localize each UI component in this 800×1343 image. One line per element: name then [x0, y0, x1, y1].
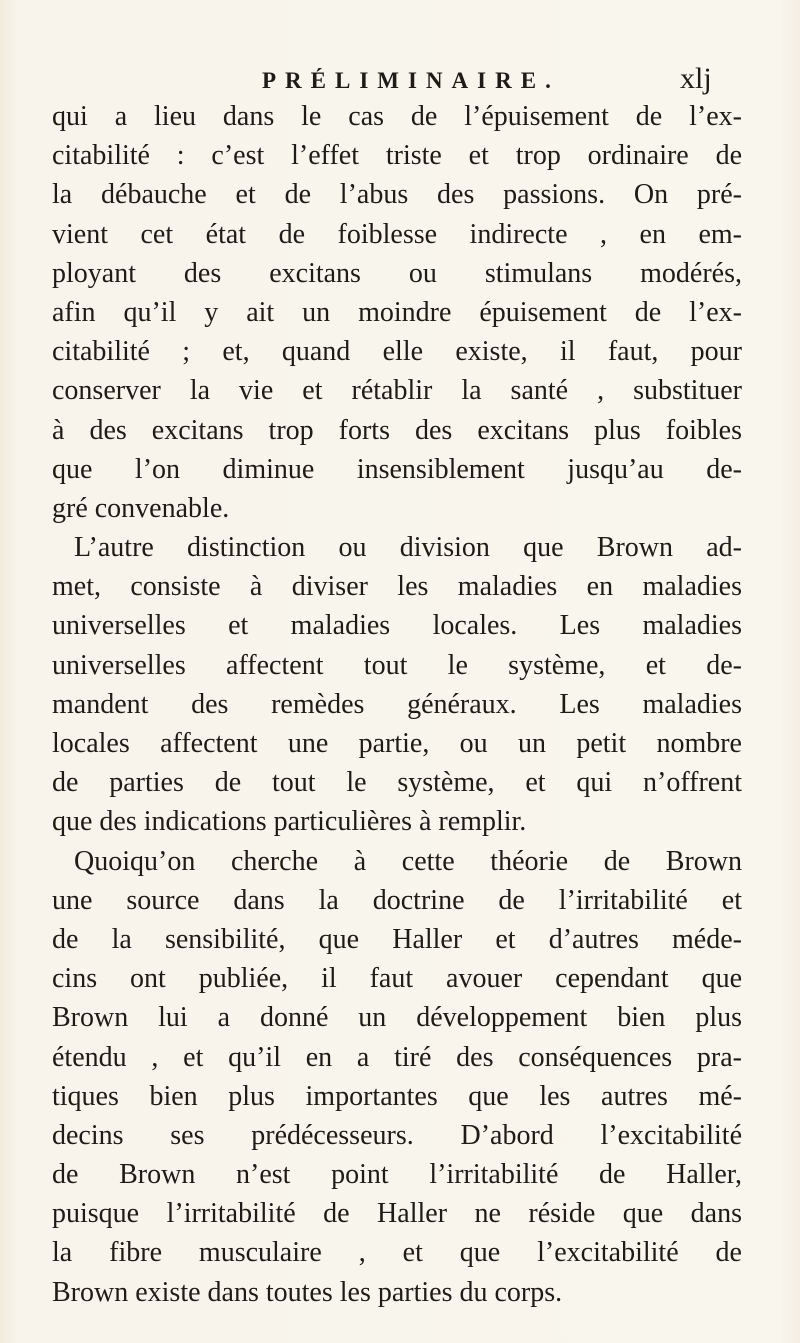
- text-line: tiques bien plus importantes que les autres mé-: [52, 1080, 742, 1112]
- text-line: la fibre musculaire , et que l’excitabilité de: [52, 1237, 742, 1269]
- text-line: locales affectent une partie, ou un petit nombre: [52, 728, 742, 759]
- text-line: mandent des remèdes généraux. Les maladies: [52, 688, 742, 720]
- text-line: que des indications particulières à remplir.: [52, 806, 527, 838]
- text-line: cins ont publiée, il faut avouer cependant que: [52, 963, 742, 995]
- text-line: une source dans la doctrine de l’irritabilité et: [52, 884, 742, 916]
- body-text: [52, 97, 742, 1312]
- running-title: PRÉLIMINAIRE.: [262, 68, 560, 93]
- text-line: vient cet état de foiblesse indirecte , en em-: [52, 218, 742, 250]
- text-line: decins ses prédécesseurs. D’abord l’excitabilité: [52, 1119, 742, 1151]
- paragraph-start-line: L’autre distinction ou division que Brown ad-: [74, 532, 742, 564]
- text-line: afin qu’il y ait un moindre épuisement de l’ex-: [52, 296, 742, 328]
- text-line: gré convenable.: [52, 492, 230, 524]
- text-line: puisque l’irritabilité de Haller ne réside que dans: [52, 1198, 742, 1230]
- text-line: que l’on diminue insensiblement jusqu’au de-: [52, 453, 742, 485]
- text-line: de parties de tout le système, et qui n’offrent: [52, 767, 742, 799]
- text-line: étendu , et qu’il en a tiré des conséquences pra-: [52, 1041, 742, 1073]
- running-head: [0, 62, 800, 102]
- text-line: Brown lui a donné un développement bien plus: [52, 1002, 742, 1034]
- text-line: universelles affectent tout le système, et de-: [52, 649, 742, 681]
- text-line: met, consiste à diviser les maladies en maladies: [52, 571, 742, 603]
- text-line: la débauche et de l’abus des passions. On pré-: [52, 179, 742, 211]
- text-line: citabilité ; et, quand elle existe, il faut, pour: [52, 336, 742, 368]
- text-line: de Brown n’est point l’irritabilité de Haller,: [52, 1159, 742, 1191]
- text-line: conserver la vie et rétablir la santé , substituer: [52, 375, 742, 407]
- text-line: qui a lieu dans le cas de l’épuisement de l’ex-: [52, 101, 742, 132]
- page-number: xlj: [680, 62, 712, 95]
- text-line: citabilité : c’est l’effet triste et trop ordinaire de: [52, 140, 742, 172]
- text-line: ployant des excitans ou stimulans modérés,: [52, 257, 742, 289]
- paragraph-start-line: Quoiqu’on cherche à cette théorie de Brown: [74, 845, 742, 877]
- text-line: universelles et maladies locales. Les maladies: [52, 610, 742, 642]
- text-line: à des excitans trop forts des excitans plus foibles: [52, 414, 742, 446]
- text-line: Brown existe dans toutes les parties du corps.: [52, 1276, 563, 1308]
- text-line: de la sensibilité, que Haller et d’autres méde-: [52, 923, 742, 955]
